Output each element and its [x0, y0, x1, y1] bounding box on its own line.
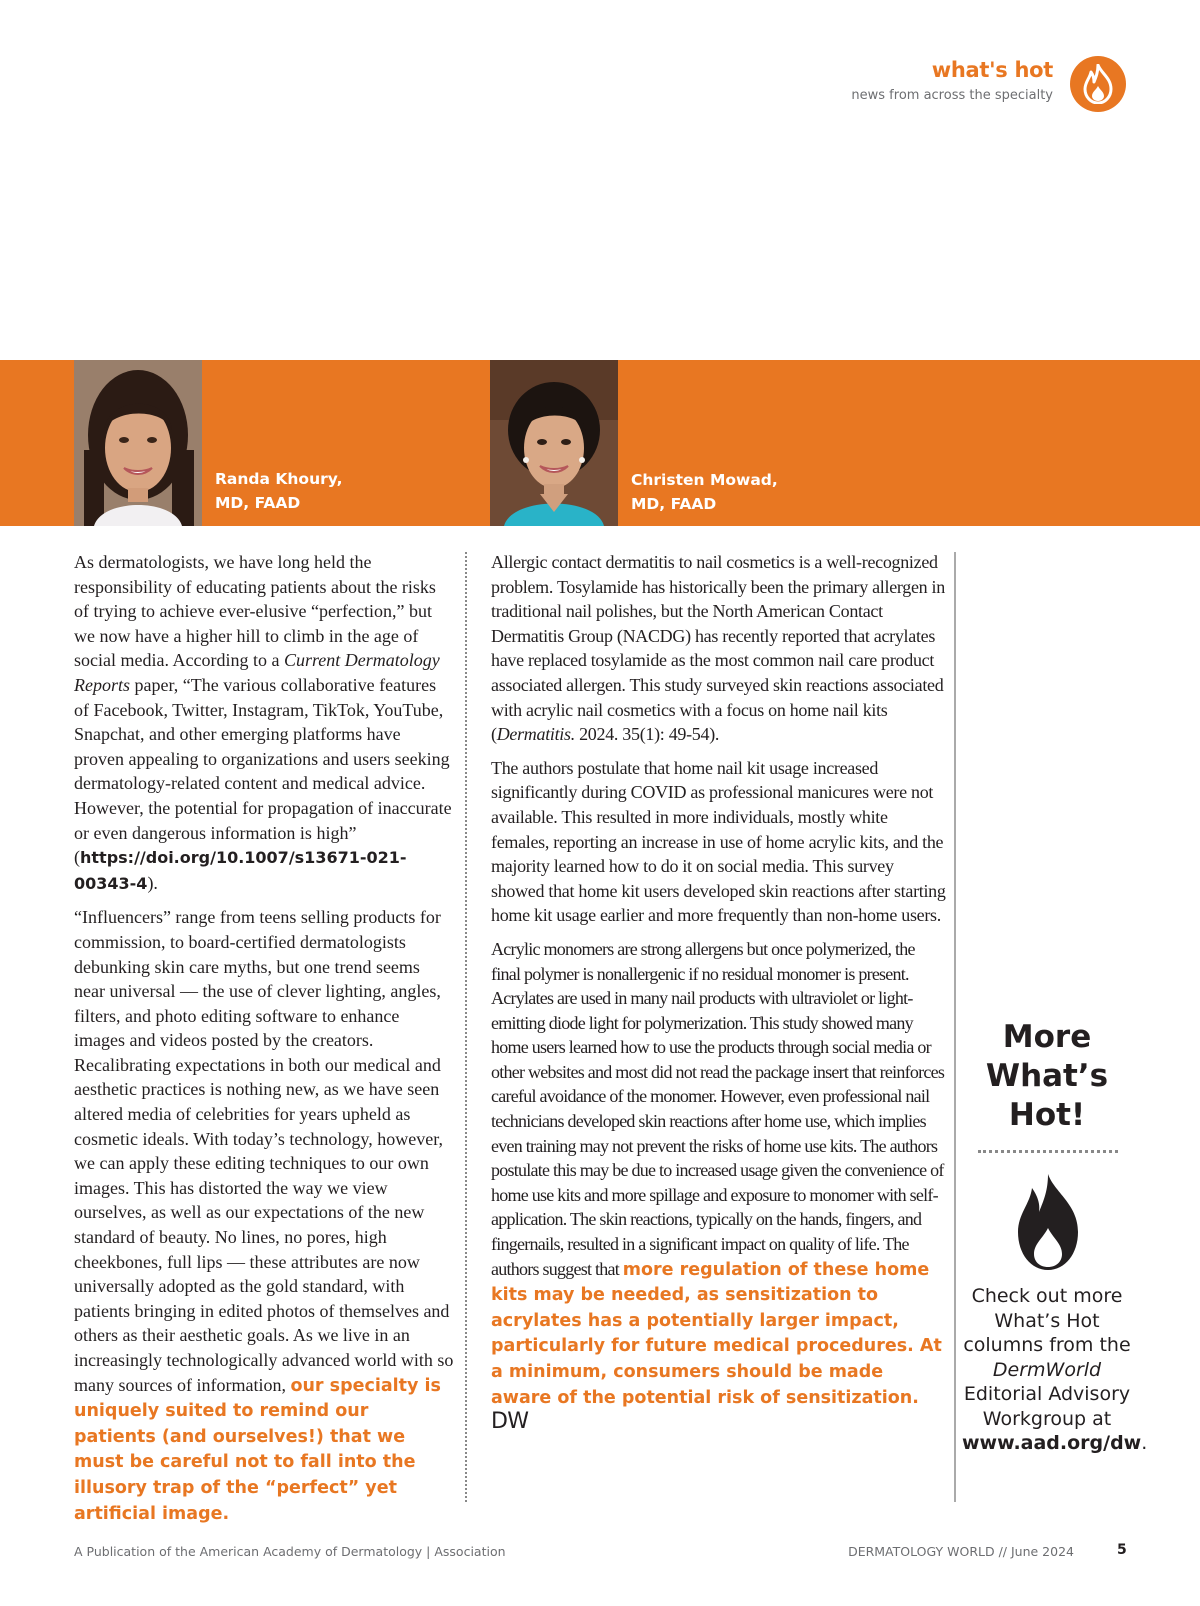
journal-title: Current Dermatology Reports: [74, 650, 440, 695]
sidebar-dotted-rule: [978, 1150, 1118, 1153]
footer-publisher: A Publication of the American Academy of Dermatology | Association: [74, 1544, 506, 1559]
article-paragraph: As dermatologists, we have long held the responsibility of educating patients about the risks of trying to achieve ever-elusive “perfection,” but we now have a higher hill to climb in the age of social media. According to a Current Dermatology Reports paper, “The various collaborative features of Facebook, Twitter, Instagram, TikTok, YouTube, Snapchat, and other emerging platforms have proven appealing to organizations and users seeking dermatology-related content and medical advice. However, the potential for propagation of inaccurate or even dangerous information is high” (https://doi.org/10.1007/s13671-021-00343-4).: [74, 552, 452, 893]
author-photo-mowad: [490, 360, 618, 526]
author-name-khoury: [215, 467, 343, 515]
article-paragraph: “Influencers” range from teens selling products for commission, to board-certified dermatologists debunking skin care myths, but one trend seems near universal — the use of clever lighting, angles, filters, and photo editing software to enhance images and videos posted by the creators. Recalibrating expectations in both our medical and aesthetic practices is nothing new, as we have seen altered media of celebrities for years upheld as cosmetic ideals. With today’s technology, however, we can apply these editing techniques to our own images. This has distorted the way we view ourselves, as well as our expectations of the new standard of beauty. No lines, no pores, high cheekbones, full lips — these attributes are now universally adopted as the gold standard, with patients bringing in edited photos of themselves and others as their aesthetic goals. As we live in an increasingly technologically advanced world with so many sources of information, our specialty is uniquely suited to remind our patients (and ourselves!) that we must be careful not to fall into the illusory trap of the “perfect” yet artificial image.: [74, 907, 454, 1524]
doi-link[interactable]: https://doi.org/10.1007/s13671-021-00343-4: [74, 848, 407, 893]
author-credentials: MD, FAAD: [215, 494, 301, 512]
flame-icon: [1070, 56, 1126, 112]
sidebar-title: More What’s Hot!: [985, 1019, 1109, 1133]
article-paragraph: Acrylic monomers are strong allergens but once polymerized, the final polymer is nonallergenic if no residual monomer is present. Acrylates are used in many nail products with ultraviolet or light-emitting diode light for polymerization. This study showed many home users learned how to use the products through social media or other websites and most did not read the package insert that reinforces careful avoidance of the monomer. However, even professional nail technicians developed skin reactions after home use, which implies even training may not prevent the risks of home use kits. The authors postulate this may be due to increased usage given the convenience of home use kits and more spillage and exposure to monomer with self-application. The skin reactions, typically on the hands, fingers, and fingernails, resulted in a significant impact on quality of life. The authors suggest that more regulation of these home kits may be needed, as sensitization to acrylates has a potentially larger impact, particularly for future medical procedures. At a minimum, consumers should be made aware of the potential risk of sensitization. DW: [491, 938, 945, 1435]
highlight-quote: our specialty is uniquely suited to remind our patients (and ourselves!) that we must be careful not to fall into the illusory trap of the “perfect” yet artificial image.: [74, 1375, 441, 1524]
author-name-line1: Christen Mowad,: [631, 471, 778, 489]
section-subtitle: news from across the specialty: [851, 88, 1053, 103]
end-mark: DW: [491, 1409, 529, 1435]
article-mowad: [491, 550, 946, 1444]
sidebar-text: Check out more What’s Hot columns from the DermWorld Editorial Advisory Workgroup at www.aad.org/dw.: [962, 1285, 1148, 1454]
page-number: 5: [1117, 1542, 1127, 1558]
flame-icon: [1010, 1172, 1086, 1277]
article-paragraph: Allergic contact dermatitis to nail cosmetics is a well-recognized problem. Tosylamide has historically been the primary allergen in traditional nail polishes, but the North American Contact Dermatitis Group (NACDG) has recently reported that acrylates have replaced tosylamide as the most common nail care product associated allergen. This study surveyed skin reactions associated with acrylic nail cosmetics with a focus on home nail kits (Dermatitis. 2024. 35(1): 49-54).: [491, 552, 945, 745]
author-banner: [0, 360, 1200, 526]
column-divider: [465, 552, 467, 1502]
article-khoury: [74, 550, 454, 1535]
highlight-quote: more regulation of these home kits may be needed, as sensitization to acrylates has a potentially larger impact, particularly for future medical procedures. At a minimum, consumers should be made aware of the potential risk of sensitization.: [491, 1259, 942, 1408]
journal-title: Dermatitis.: [496, 724, 575, 745]
author-photo-khoury: [74, 360, 202, 526]
section-title: what's hot: [931, 58, 1053, 82]
magazine-name: DermWorld: [992, 1358, 1102, 1381]
sidebar-link[interactable]: www.aad.org/dw: [962, 1432, 1142, 1454]
author-name-mowad: [631, 468, 778, 516]
sidebar-divider: [954, 552, 956, 1502]
footer-issue: DERMATOLOGY WORLD // June 2024: [848, 1544, 1074, 1559]
author-credentials: MD, FAAD: [631, 495, 717, 513]
author-name-line1: Randa Khoury,: [215, 470, 343, 488]
article-paragraph: The authors postulate that home nail kit usage increased significantly during COVID as professional manicures were not available. This resulted in more individuals, mostly white females, reporting an increase in use of home acrylic kits, and the majority learned how to do it on social media. This survey showed that home kit users developed skin reactions after starting home kit usage earlier and more frequently than non-home users.: [491, 757, 946, 926]
